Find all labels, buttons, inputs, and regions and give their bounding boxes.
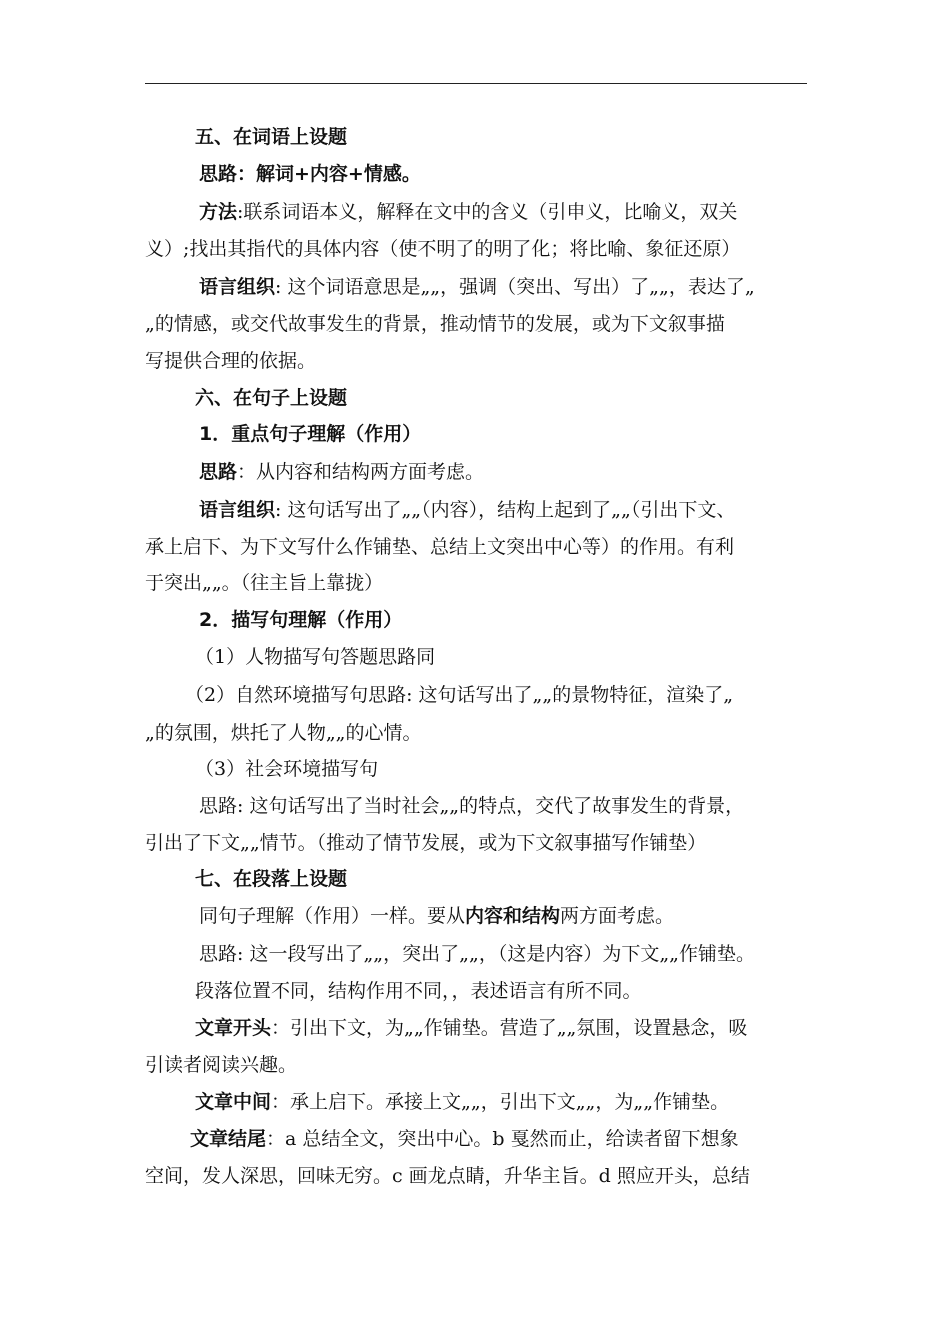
s5-yuyan-line2: „的情感，或交代故事发生的背景，推动情节的发展，或为下文叙事描: [145, 313, 725, 335]
s7-line1-emph: 内容和结构: [465, 905, 561, 927]
s5-fangfa-label: 方法: [199, 201, 238, 223]
s7-zhongjian-text: ：承上启下。承接上文„„，引出下文„„，为„„作铺垫。: [271, 1091, 730, 1113]
s6-p3-silu: 思路: 这句话写出了当时社会„„的特点，交代了故事发生的背景，: [199, 795, 745, 817]
s6-p2: （2）自然环境描写句思路: 这句话写出了„„的景物特征，渲染了„: [185, 684, 734, 706]
s7-line1-a: 同句子理解（作用）一样。要从: [199, 905, 466, 927]
s7-zhongjian: [195, 1089, 875, 1115]
section-6-heading: 六、在句子上设题: [195, 387, 348, 409]
s7-kaitou: [195, 1015, 875, 1041]
s7-jiewei-label: 文章结尾: [190, 1128, 267, 1150]
s7-kaitou-text: ：引出下文，为„„作铺垫。营造了„„氛围，设置悬念，吸: [271, 1017, 748, 1039]
s6-silu: [199, 459, 879, 485]
s6-yuyan-text: : 这句话写出了„„（内容），结构上起到了„„（引出下文、: [275, 499, 736, 521]
s6-yuyan: [199, 497, 879, 523]
s6-p2-line2: „的氛围，烘托了人物„„的心情。: [145, 722, 422, 744]
s6-p3: （3）社会环境描写句: [195, 758, 379, 780]
s5-yuyan: [199, 274, 879, 300]
s6-yuyan-label: 语言组织: [199, 499, 276, 521]
s5-yuyan-text: : 这个词语意思是„„，强调（突出、写出）了„„，表达了„: [275, 276, 755, 298]
s6-yuyan-line2: 承上启下、为下文写什么作铺垫、总结上文突出中心等）的作用。有利: [145, 536, 735, 558]
s6-silu-text: ：从内容和结构两方面考虑。: [237, 461, 485, 483]
section-5-heading: 五、在词语上设题: [195, 126, 348, 148]
header-rule: [145, 83, 807, 84]
s7-line1: [199, 903, 879, 929]
section-7-heading: 七、在段落上设题: [195, 868, 348, 890]
s7-line1-c: 两方面考虑。: [560, 905, 675, 927]
s7-kaitou-line2: 引读者阅读兴趣。: [145, 1054, 298, 1076]
s7-zhongjian-label: 文章中间: [195, 1091, 272, 1113]
s7-jiewei-line2: 空间，发人深思，回味无穷。c 画龙点睛，升华主旨。d 照应开头，总结: [145, 1165, 750, 1187]
s7-kaitou-label: 文章开头: [195, 1017, 272, 1039]
s5-fangfa-text: :联系词语本义，解释在文中的含义（引申义，比喻义，双关: [237, 201, 738, 223]
s7-jiewei: [190, 1126, 870, 1152]
s5-fangfa-line2: 义）;找出其指代的具体内容（使不明了的明了化；将比喻、象征还原）: [145, 238, 741, 260]
s6-silu-label: 思路: [199, 461, 238, 483]
s6-yuyan-line3: 于突出„„。（往主旨上靠拢）: [145, 572, 384, 594]
s6-p3-silu-line2: 引出了下文„„情节。（推动了情节发展，或为下文叙事描写作铺垫）: [145, 832, 707, 854]
s5-yuyan-label: 语言组织: [199, 276, 276, 298]
s6-p1: （1）人物描写句答题思路同: [195, 646, 436, 668]
s5-silu-text: 解词+内容+情感。: [256, 163, 421, 185]
s7-line3: 段落位置不同，结构作用不同，，表述语言有所不同。: [195, 980, 642, 1002]
s5-silu: [199, 161, 879, 187]
s7-jiewei-text: ：a 总结全文，突出中心。b 戛然而止，给读者留下想象: [266, 1128, 739, 1150]
s7-line2: 思路: 这一段写出了„„，突出了„„，（这是内容）为下文„„作铺垫。: [199, 943, 756, 965]
s6-sub2: 2．描写句理解（作用）: [199, 609, 403, 631]
s5-fangfa: [199, 199, 879, 225]
s5-yuyan-line3: 写提供合理的依据。: [145, 350, 317, 372]
s6-sub1: 1．重点句子理解（作用）: [199, 423, 422, 445]
s5-silu-label: 思路：: [199, 163, 257, 185]
